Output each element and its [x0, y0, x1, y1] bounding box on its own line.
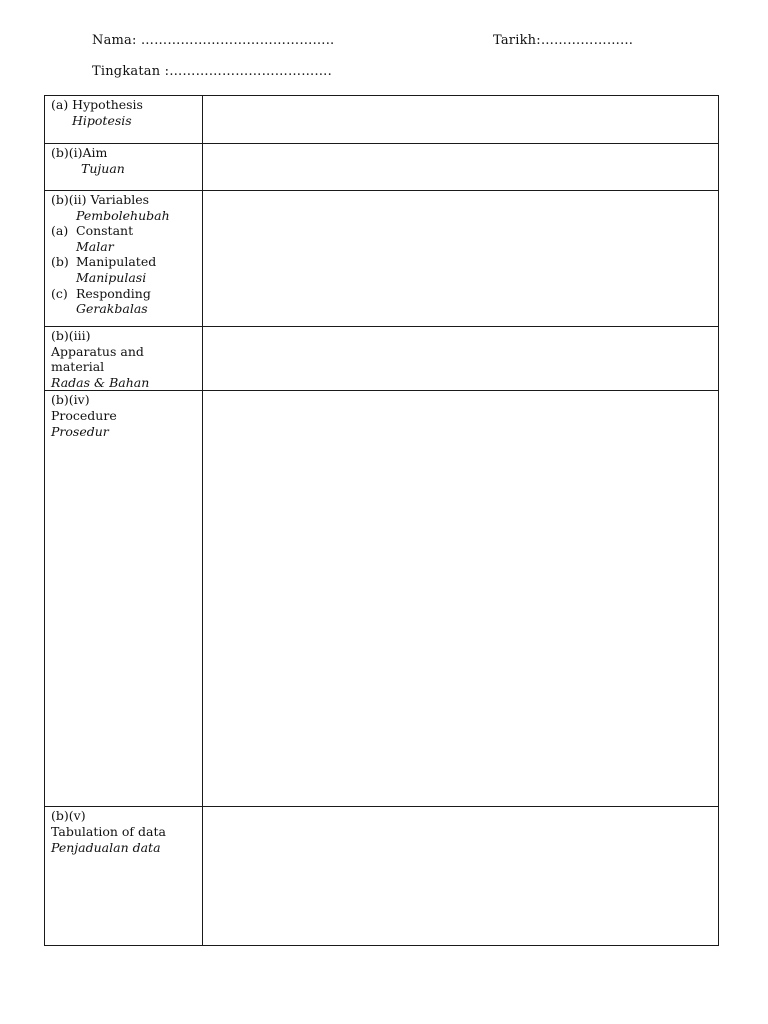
row-tabulation [45, 807, 719, 946]
hypothesis-label-ms: Hipotesis [72, 112, 132, 128]
lab-report-table [44, 95, 719, 946]
apparatus-label-en-1: Apparatus and [51, 343, 144, 359]
label-tabulation [45, 807, 203, 946]
variable-manipulated [51, 254, 198, 270]
manipulated-marker: (b) [51, 254, 69, 270]
answer-variables[interactable] [203, 191, 719, 327]
variable-constant [51, 223, 198, 239]
label-variables [45, 191, 203, 327]
variables-label-en: (b)(ii) Variables [51, 192, 150, 207]
row-aim [45, 144, 719, 191]
row-procedure [45, 391, 719, 807]
answer-tabulation[interactable] [203, 807, 719, 946]
label-hypothesis [45, 96, 203, 144]
tingkatan-field[interactable]: Tingkatan :………………………………. [92, 64, 332, 79]
tabulation-number: (b)(v) [51, 808, 86, 824]
procedure-number: (b)(iv) [51, 392, 90, 408]
hypothesis-label-en: (a) Hypothesis [51, 97, 143, 112]
constant-marker: (a) [51, 223, 69, 239]
apparatus-number: (b)(iii) [51, 328, 91, 343]
aim-label-ms: Tujuan [81, 160, 125, 176]
row-hypothesis [45, 96, 719, 144]
procedure-label-ms: Prosedur [51, 423, 109, 439]
responding-label-en: Responding [76, 285, 151, 301]
row-apparatus [45, 327, 719, 391]
constant-label-ms: Malar [76, 238, 114, 254]
variable-responding [51, 286, 198, 302]
apparatus-label-en-2: material [51, 359, 105, 375]
constant-label-en: Constant [76, 223, 134, 239]
answer-hypothesis[interactable] [203, 96, 719, 144]
variables-label-ms: Pembolehubah [76, 207, 170, 223]
apparatus-label-ms: Radas & Bahan [51, 374, 150, 390]
tarikh-field[interactable]: Tarikh:………………… [493, 33, 634, 48]
procedure-label-en: Procedure [51, 407, 117, 423]
nama-field[interactable]: Nama: …………………………………….. [92, 33, 335, 48]
aim-label-en: (b)(i)Aim [51, 145, 108, 160]
answer-apparatus[interactable] [203, 327, 719, 391]
manipulated-label-ms: Manipulasi [76, 269, 147, 285]
tabulation-label-en: Tabulation of data [51, 823, 166, 839]
answer-aim[interactable] [203, 144, 719, 191]
label-apparatus [45, 327, 203, 391]
row-variables [45, 191, 719, 327]
tabulation-label-ms: Penjadualan data [51, 839, 161, 855]
label-aim [45, 144, 203, 191]
answer-procedure[interactable] [203, 391, 719, 807]
responding-marker: (c) [51, 285, 68, 301]
label-procedure [45, 391, 203, 807]
responding-label-ms: Gerakbalas [76, 301, 148, 317]
manipulated-label-en: Manipulated [76, 254, 157, 270]
